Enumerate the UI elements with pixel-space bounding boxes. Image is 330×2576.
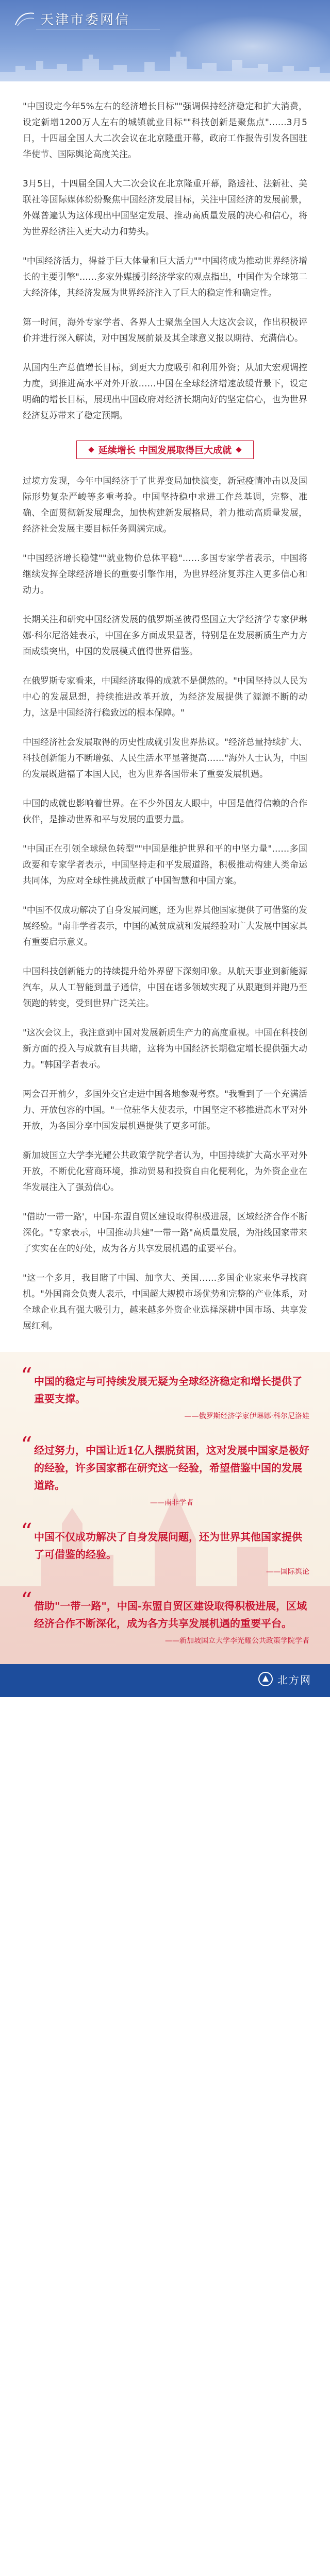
- paragraph: "这次会议上，我注意到中国对发展新质生产力的高度重视。中国在科技创新方面的投入与成就有目共睹，这将为中国经济长期稳定增长提供强大动力。"韩国学者表示。: [23, 1028, 307, 1070]
- footer-bar: [0, 1664, 330, 1697]
- footer-logo-text: 北方网: [277, 1673, 311, 1686]
- pull-quotes-panel: [0, 1352, 330, 1664]
- paragraph: 第一时间，海外专家学者、各界人士聚焦全国人大这次会议，作出积极评价并进行深入解读，对中国发展前景及其全球意义报以期待、充满信心。: [23, 317, 307, 344]
- paragraph: 中国经济社会发展取得的历史性成就引发世界热议。"经济总量持续扩大、科技创新能力不断增强、人民生活水平显著提高……"海外人士认为，中国的发展既造福了本国人民，也为世界各国带来了重要发展机遇。: [23, 737, 307, 779]
- quote-mark-icon: “: [21, 1432, 32, 1459]
- quote-mark-icon: “: [21, 1588, 32, 1614]
- banner-flourish-icon: [13, 9, 36, 28]
- paragraph: "借助'一带一路'，中国-东盟自贸区建设取得积极进展，区域经济合作不断深化。"专家表示，中国推动共建"一带一路"高质量发展，为沿线国家带来了实实在在的好处，成为各方共享发展机遇的重要平台。: [23, 1212, 307, 1254]
- section-heading-box: [76, 440, 254, 459]
- quote-source: ——南非学者: [150, 1499, 193, 1507]
- brand-title: 天津市委网信: [40, 12, 130, 28]
- quote-text: 中国不仅成功解决了自身发展问题，还为世界其他国家提供了可借鉴的经验。: [34, 1531, 302, 1561]
- quote-text: 借助"一带一路"，中国-东盟自贸区建设取得积极进展，区域经济合作不断深化，成为各方共享发展机遇的重要平台。: [34, 1600, 307, 1630]
- paragraph: "中国正在引领全球绿色转型""中国是维护世界和平的中坚力量"……多国政要和专家学者表示，中国坚持走和平发展道路，积极推动构建人类命运共同体，为应对全球性挑战贡献了中国智慧和中国方案。: [23, 844, 307, 886]
- diamond-icon: [88, 447, 94, 452]
- pull-quote: [21, 1588, 309, 1647]
- quote-source: ——国际舆论: [266, 1568, 309, 1576]
- paragraph: 两会召开前夕，多国外交官走进中国各地参观考察。"我看到了一个充满活力、开放包容的中国。"一位驻华大使表示，中国坚定不移推进高水平对外开放，为各国分享中国发展机遇提供了更多可能。: [23, 1089, 307, 1131]
- paragraph: "中国经济增长稳健""就业物价总体平稳"……多国专家学者表示，中国将继续发挥全球经济增长的重要引擎作用，为世界经济复苏注入更多信心和动力。: [23, 553, 307, 596]
- quote-source: ——新加坡国立大学李光耀公共政策学院学者: [165, 1637, 309, 1645]
- diamond-icon: [236, 447, 241, 452]
- north-net-logo-icon: [258, 1671, 273, 1687]
- quote-text: 经过努力，中国让近1亿人摆脱贫困，这对发展中国家是极好的经验，许多国家都在研究这一经验，希望借鉴中国的发展道路。: [34, 1444, 309, 1492]
- paragraph: "中国不仅成功解决了自身发展问题，还为世界其他国家提供了可借鉴的发展经验。"南非学者表示，中国的减贫成就和发展经验对广大发展中国家具有重要启示意义。: [23, 905, 307, 947]
- paragraph: 新加坡国立大学李光耀公共政策学院学者认为，中国持续扩大高水平对外开放，不断优化营商环境，推动贸易和投资自由化便利化，为外资企业在华发展注入了强劲信心。: [23, 1150, 307, 1193]
- city-skyline-icon: [0, 45, 330, 81]
- header-banner: [0, 0, 330, 81]
- pull-quote: [21, 1432, 309, 1509]
- pull-quote: [21, 1363, 309, 1422]
- quote-mark-icon: “: [21, 1519, 32, 1545]
- section-heading-text: 延续增长 中国发展取得巨大成就: [98, 445, 232, 456]
- paragraph: "中国设定今年5%左右的经济增长目标""强调保持经济稳定和扩大消费，设定新增1200万人左右的城镇就业目标""科技创新是聚焦点"……3月5日，十四届全国人大二次会议在北京隆重开幕，政府工作报告引发各国驻华使节、国际舆论高度关注。: [23, 101, 307, 160]
- pull-quote: [21, 1519, 309, 1578]
- paragraph: 3月5日，十四届全国人大二次会议在北京隆重开幕，路透社、法新社、美联社等国际媒体纷纷聚焦中国经济发展目标，关注中国经济的发展前景，外媒普遍认为这体现出中国坚定发展、推动高质量发展的决心和信心，将为世界经济注入更大动力和势头。: [23, 179, 307, 237]
- section-heading: [23, 439, 307, 460]
- article-content: [0, 99, 330, 1334]
- paragraph: 中国的成就也影响着世界。在不少外国友人眼中，中国是值得信赖的合作伙伴，是推动世界和平与发展的重要力量。: [23, 799, 307, 825]
- paragraph: 在俄罗斯专家看来，中国经济取得的成就不是偶然的。"中国坚持以人民为中心的发展思想，持续推进改革开放，为经济发展提供了源源不断的动力，这是中国经济行稳致远的根本保障。": [23, 676, 307, 718]
- paragraph: "中国经济活力，得益于巨大体量和巨大活力""中国将成为推动世界经济增长的主要引擎"……多家外媒援引经济学家的观点指出，中国作为全球第二大经济体，其经济发展为世界经济注入了巨大的稳定性和确定性。: [23, 256, 307, 298]
- paragraph: 从国内生产总值增长目标，到更大力度吸引和利用外资；从加大宏观调控力度，到推进高水平对外开放……中国在全球经济增速放缓背景下，设定明确的增长目标，展现出中国政府对经济长期向好的坚定信心，也为世界经济复苏带来了稳定预期。: [23, 363, 307, 421]
- quote-source: ——俄罗斯经济学家伊琳娜·科尔尼洛娃: [184, 1412, 309, 1420]
- quote-mark-icon: “: [21, 1363, 32, 1389]
- paragraph: 过境方发现，今年中国经济于了世界变局加快演变，新冠疫情冲击以及国际形势复杂严峻等多重考验。中国坚持稳中求进工作总基调，完整、准确、全面贯彻新发展理念，加快构建新发展格局，着力推动高质量发展，经济社会发展主要目标任务圆满完成。: [23, 476, 307, 534]
- footer-logo[interactable]: [258, 1671, 311, 1687]
- paragraph: 长期关注和研究中国经济发展的俄罗斯圣彼得堡国立大学经济学专家伊琳娜·科尔尼洛娃表示，中国在多方面成果显著，特别是在发展新质生产力方面成绩突出，中国的发展模式值得世界借鉴。: [23, 615, 307, 657]
- paragraph: 中国科技创新能力的持续提升给外界留下深刻印象。从航天事业到新能源汽车，从人工智能到量子通信，中国在诸多领域实现了从跟跑到并跑乃至领跑的转变，受到世界广泛关注。: [23, 967, 307, 1009]
- quote-text: 中国的稳定与可持续发展无疑为全球经济稳定和增长提供了重要支撑。: [34, 1375, 302, 1405]
- paragraph: "这一个多月，我目睹了中国、加拿大、美国……多国企业家来华寻找商机。"外国商会负责人表示，中国超大规模市场优势和完整的产业体系，对全球企业具有强大吸引力，越来越多外资企业选择深耕中国市场、共享发展红利。: [23, 1273, 307, 1331]
